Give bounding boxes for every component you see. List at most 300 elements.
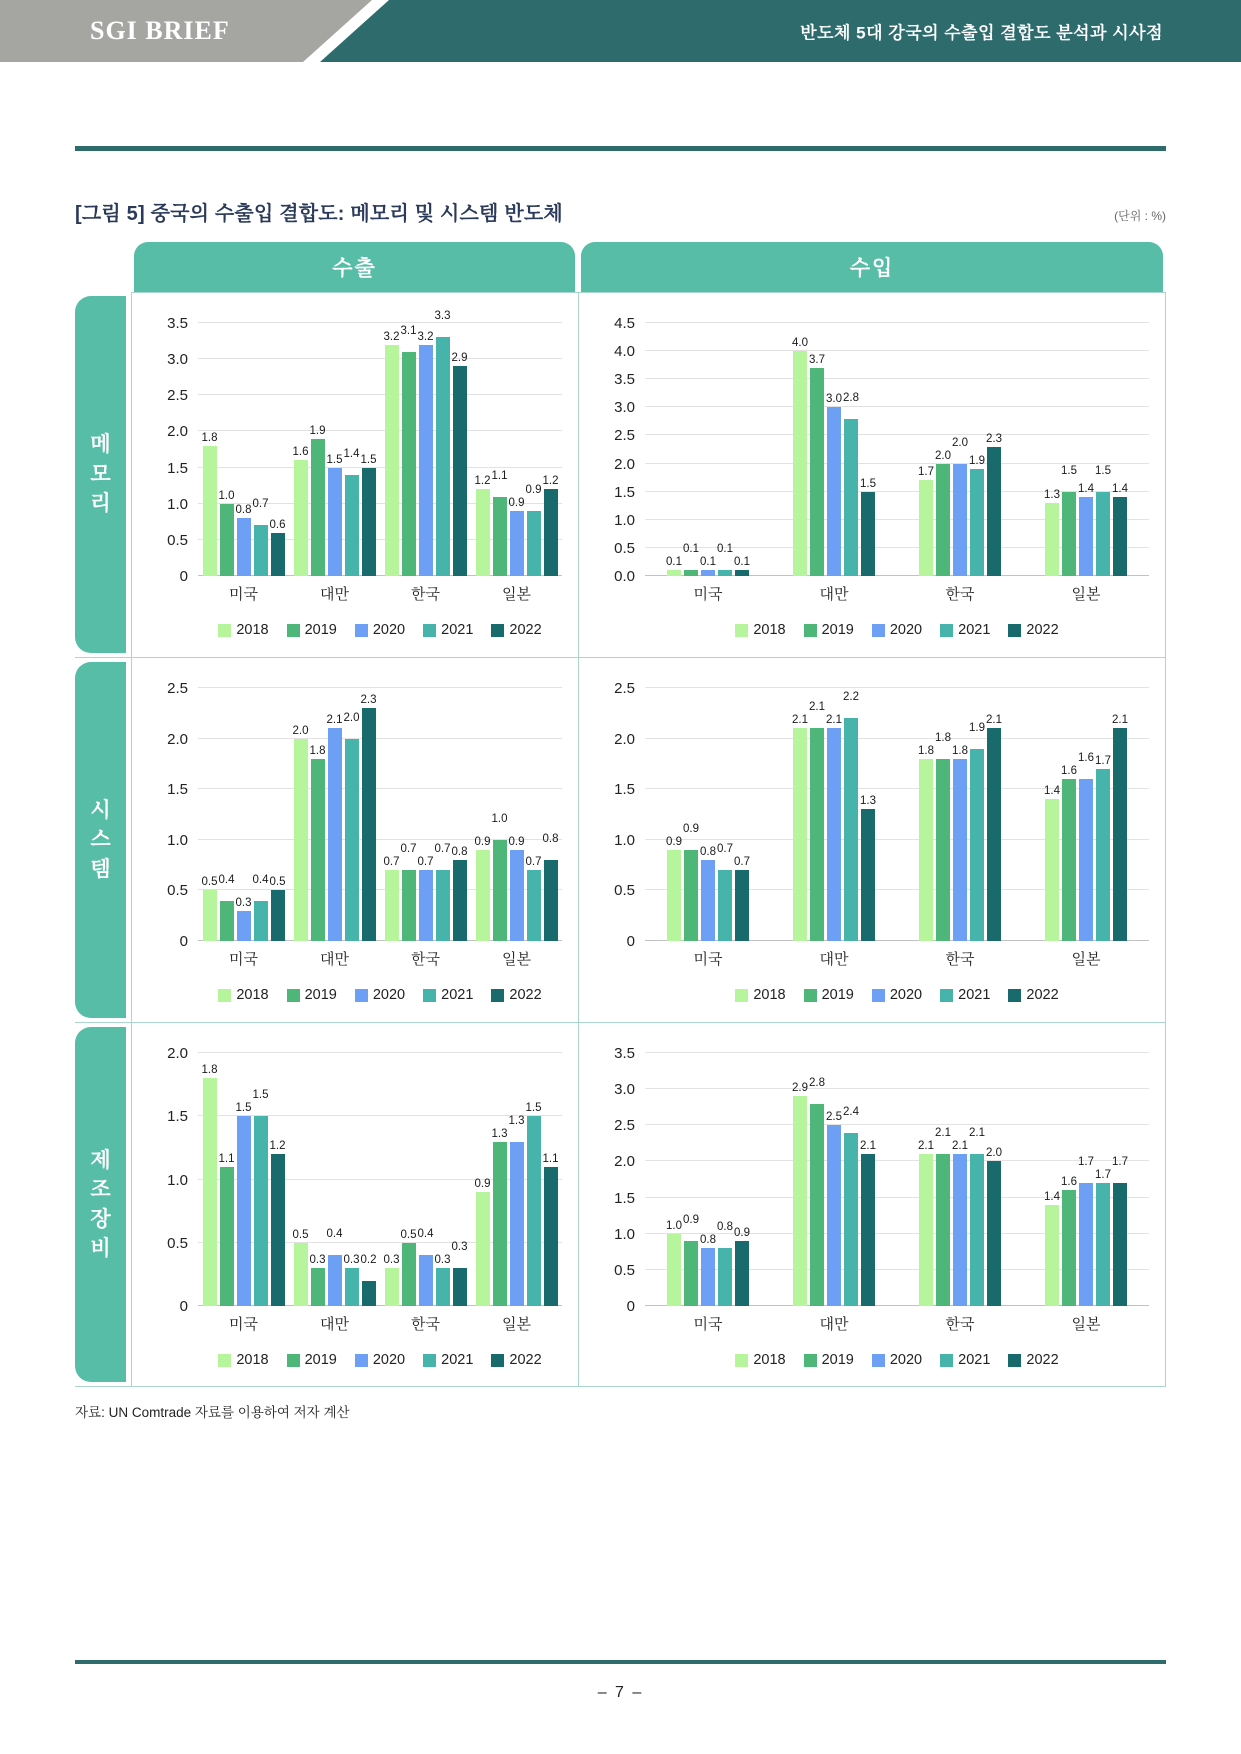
x-tick-label: 일본	[502, 586, 531, 603]
legend-item-2019	[287, 622, 337, 638]
bar-2021	[969, 721, 985, 941]
bar-2020	[326, 714, 343, 941]
x-tick-label: 일본	[502, 1316, 531, 1333]
bar-value-label: 1.5	[235, 1102, 252, 1115]
y-tick-label: 0	[179, 568, 188, 585]
x-tick-label: 일본	[502, 951, 531, 968]
legend-swatch-2018	[735, 1354, 748, 1367]
y-tick-label: 2.0	[614, 1153, 635, 1171]
bar-value-label: 0.5	[269, 876, 286, 889]
bar-2022	[451, 352, 468, 576]
bar-2020	[326, 1228, 343, 1306]
bar-2018	[292, 1228, 309, 1306]
row-header-cell-memory	[75, 292, 131, 657]
bar-2022	[360, 694, 377, 941]
bar-group-대만	[793, 323, 875, 576]
bar-2019	[1061, 1176, 1077, 1306]
bar-value-label: 0.1	[666, 556, 682, 569]
legend-item-2019	[804, 1352, 854, 1368]
bar-2018	[1044, 1190, 1060, 1306]
x-tick-label: 한국	[945, 586, 975, 603]
legend-swatch-2020	[355, 624, 368, 637]
bar-chart	[146, 310, 562, 638]
legend-label: 2018	[236, 1352, 269, 1368]
y-tick-label: 3.5	[614, 1045, 635, 1062]
bar-group-미국	[203, 323, 285, 576]
plot-area	[167, 1045, 562, 1315]
bar-2021	[343, 711, 360, 941]
bar-value-label: 0.8	[700, 846, 716, 859]
plot-area	[614, 680, 1149, 950]
bar-value-label: 0.9	[474, 835, 491, 848]
y-tick-label: 0.5	[167, 531, 188, 549]
legend-swatch-2018	[218, 624, 231, 637]
legend-swatch-2022	[491, 624, 504, 637]
bar-group-미국	[203, 688, 285, 941]
bar-chart	[593, 1045, 1149, 1368]
bar-value-label: 2.0	[935, 449, 951, 462]
bar-2020	[1078, 1156, 1094, 1306]
legend-swatch-2019	[287, 624, 300, 637]
bar-value-label: 1.3	[1044, 488, 1060, 501]
bar-groups	[198, 688, 562, 941]
bar-value-label: 1.7	[918, 466, 934, 479]
bar-2020	[952, 436, 968, 576]
legend-swatch-2020	[872, 989, 885, 1002]
legend-item-2018	[218, 987, 268, 1003]
bar-2021	[717, 1221, 733, 1306]
bar-value-label: 2.1	[792, 714, 808, 727]
bar-value-label: 2.0	[952, 436, 968, 449]
bar-2018	[292, 724, 309, 941]
x-tick-label: 일본	[1071, 1316, 1101, 1333]
legend-swatch-2018	[218, 989, 231, 1002]
x-tick-label: 한국	[411, 1316, 440, 1333]
bar-value-label: 0.7	[734, 856, 750, 869]
bar-2019	[491, 812, 508, 941]
legend-item-2022	[1008, 622, 1058, 638]
bar-value-label: 1.5	[860, 477, 876, 490]
bar-value-label: 0.4	[326, 1228, 343, 1241]
bar-2021	[969, 1127, 985, 1306]
row-header-cell-system	[75, 657, 131, 1022]
plot-area	[614, 315, 1149, 585]
bar-chart	[593, 680, 1149, 1003]
chart-memory-import	[578, 292, 1166, 657]
bar-2021	[843, 1105, 859, 1306]
bar-2018	[1044, 785, 1060, 941]
bar-2021	[969, 455, 985, 576]
bar-value-label: 2.9	[792, 1082, 808, 1095]
bar-2022	[269, 876, 286, 941]
bar-2022	[269, 1140, 286, 1306]
bar-value-label: 1.4	[343, 447, 360, 460]
bar-value-label: 0.1	[734, 556, 750, 569]
bar-2020	[508, 496, 525, 576]
bar-value-label: 1.7	[1095, 1169, 1111, 1182]
bar-2019	[935, 731, 951, 941]
bar-2020	[826, 393, 842, 576]
bar-value-label: 0.7	[383, 856, 400, 869]
bar-value-label: 0.4	[417, 1228, 434, 1241]
legend-item-2018	[735, 987, 785, 1003]
bar-2019	[1061, 765, 1077, 941]
legend-label: 2019	[304, 1352, 337, 1368]
legend-swatch-2019	[804, 624, 817, 637]
plot-area	[167, 310, 562, 585]
y-tick-label: 0	[626, 933, 635, 950]
bar-2020	[417, 330, 434, 576]
legend-item-2019	[287, 987, 337, 1003]
bar-2020	[508, 1114, 525, 1306]
bar-2018	[918, 1140, 934, 1306]
bar-value-label: 0.5	[400, 1228, 417, 1241]
bar-value-label: 0.9	[683, 822, 699, 835]
y-tick-label: 0.5	[614, 539, 635, 557]
x-tick-label: 한국	[945, 1316, 975, 1333]
bar-value-label: 3.0	[826, 393, 842, 406]
legend-item-2019	[287, 1352, 337, 1368]
bar-2019	[218, 1152, 235, 1306]
bar-group-한국	[919, 323, 1001, 576]
bar-2018	[666, 835, 682, 941]
legend-swatch-2022	[1008, 624, 1021, 637]
bar-groups	[645, 323, 1149, 576]
bar-value-label: 1.2	[542, 475, 559, 488]
bar-value-label: 0.7	[417, 856, 434, 869]
bar-value-label: 0.3	[383, 1254, 400, 1267]
legend-swatch-2019	[804, 1354, 817, 1367]
bar-2018	[918, 466, 934, 576]
y-tick-label: 4.5	[614, 315, 635, 332]
y-tick-label: 0.0	[614, 568, 635, 585]
bar-group-일본	[476, 688, 558, 941]
bar-2020	[508, 835, 525, 941]
y-tick-label: 1.0	[167, 495, 188, 513]
bar-value-label: 2.9	[451, 352, 468, 365]
bar-value-label: 1.1	[491, 469, 508, 482]
bar-value-label: 0.5	[292, 1228, 309, 1241]
y-tick-label: 4.0	[614, 343, 635, 361]
y-tick-label: 1.0	[614, 1225, 635, 1243]
legend-swatch-2021	[423, 624, 436, 637]
legend-swatch-2018	[218, 1354, 231, 1367]
legend-label: 2018	[236, 987, 269, 1003]
bar-2019	[309, 744, 326, 941]
bar-value-label: 0.9	[525, 483, 542, 496]
bar-2018	[666, 1219, 682, 1306]
bar-group-미국	[203, 1053, 285, 1306]
legend-item-2022	[491, 622, 541, 638]
bar-group-한국	[383, 310, 468, 576]
header-spacer	[75, 242, 131, 292]
bar-2018	[383, 1254, 400, 1306]
legend-label: 2020	[372, 987, 406, 1003]
bar-2021	[1095, 1169, 1111, 1306]
bar-2018	[474, 1178, 491, 1306]
y-tick-label: 3.0	[614, 1081, 635, 1099]
row-header-equipment: 제 조 장 비	[75, 1027, 126, 1382]
bar-value-label: 0.9	[666, 835, 682, 848]
bar-2021	[1095, 464, 1111, 576]
bar-2018	[792, 337, 808, 576]
bar-value-label: 1.0	[666, 1219, 682, 1232]
y-tick-label: 1.5	[614, 483, 635, 501]
bar-value-label: 1.3	[860, 795, 876, 808]
legend-item-2020	[872, 622, 922, 638]
y-tick-label: 2.0	[167, 1045, 188, 1062]
bar-value-label: 2.1	[969, 1127, 985, 1140]
legend-item-2021	[940, 987, 990, 1003]
legend-label: 2022	[1026, 622, 1059, 638]
bar-2020	[235, 896, 252, 941]
legend-swatch-2021	[940, 1354, 953, 1367]
bar-2022	[542, 833, 559, 941]
chart-legend	[198, 622, 562, 638]
bar-value-label: 2.3	[360, 694, 377, 707]
bar-2020	[417, 1228, 434, 1306]
top-divider-rule	[75, 146, 1166, 151]
bar-2021	[843, 691, 859, 941]
x-tick-label: 대만	[819, 1316, 849, 1333]
legend-label: 2022	[1026, 1352, 1059, 1368]
bar-value-label: 1.2	[269, 1140, 286, 1153]
x-axis-labels	[645, 1313, 1149, 1334]
bar-group-일본	[1045, 323, 1127, 576]
bar-value-label: 0.3	[434, 1254, 451, 1267]
x-axis-labels	[198, 1313, 562, 1334]
x-tick-label: 미국	[693, 951, 723, 968]
bar-value-label: 1.6	[1061, 1176, 1077, 1189]
bar-value-label: 0.7	[400, 843, 417, 856]
y-tick-label: 0.5	[614, 882, 635, 900]
legend-label: 2022	[509, 622, 542, 638]
legend-label: 2020	[889, 1352, 923, 1368]
bar-2020	[326, 453, 343, 576]
x-tick-label: 한국	[411, 951, 440, 968]
bar-group-일본	[476, 1053, 558, 1306]
bar-2021	[717, 543, 733, 576]
legend-label: 2021	[441, 1352, 474, 1368]
bar-2022	[451, 846, 468, 941]
x-tick-label: 미국	[229, 951, 258, 968]
bar-value-label: 0.8	[235, 504, 252, 517]
bar-group-대만	[294, 688, 376, 941]
bar-value-label: 2.0	[986, 1147, 1002, 1160]
bar-2022	[986, 432, 1002, 576]
report-title: 반도체 5대 강국의 수출입 결합도 분석과 시사점	[800, 23, 1163, 43]
bar-value-label: 2.1	[986, 714, 1002, 727]
x-tick-label: 일본	[1071, 951, 1101, 968]
bar-value-label: 1.6	[1061, 765, 1077, 778]
bar-2018	[201, 431, 218, 576]
bar-2022	[734, 856, 750, 941]
legend-item-2021	[423, 1352, 473, 1368]
legend-label: 2021	[958, 1352, 991, 1368]
bar-value-label: 0.8	[542, 833, 559, 846]
bar-group-일본	[1045, 1053, 1127, 1306]
bar-2019	[309, 1254, 326, 1306]
legend-label: 2018	[753, 622, 786, 638]
bar-value-label: 3.2	[417, 330, 434, 343]
chart-equipment-export	[131, 1022, 578, 1387]
y-tick-label: 1.5	[167, 781, 188, 799]
bar-2019	[400, 324, 417, 576]
bar-2018	[474, 835, 491, 941]
bar-value-label: 0.4	[252, 873, 269, 886]
legend-item-2022	[491, 1352, 541, 1368]
bar-group-대만	[294, 1053, 376, 1306]
bar-value-label: 0.8	[700, 1234, 716, 1247]
x-axis-labels	[198, 948, 562, 969]
bar-2019	[309, 424, 326, 576]
x-tick-label: 한국	[945, 951, 975, 968]
bar-group-한국	[919, 688, 1001, 941]
bar-group-일본	[1045, 688, 1127, 941]
bar-value-label: 1.5	[1061, 464, 1077, 477]
bar-value-label: 1.4	[1112, 483, 1128, 496]
legend-swatch-2021	[423, 1354, 436, 1367]
bar-value-label: 0.7	[717, 843, 733, 856]
bar-value-label: 2.1	[952, 1140, 968, 1153]
bar-value-label: 1.7	[1112, 1156, 1128, 1169]
bar-group-일본	[476, 323, 558, 576]
bar-2018	[918, 744, 934, 941]
bar-value-label: 1.6	[292, 446, 309, 459]
bar-value-label: 1.1	[218, 1152, 235, 1165]
bar-value-label: 3.1	[400, 324, 417, 337]
bar-value-label: 1.9	[309, 424, 326, 437]
x-axis-labels	[198, 583, 562, 604]
legend-swatch-2020	[872, 624, 885, 637]
bar-value-label: 1.5	[360, 453, 377, 466]
bar-value-label: 1.0	[491, 812, 508, 825]
legend-item-2019	[804, 622, 854, 638]
bar-2021	[525, 1102, 542, 1306]
x-tick-label: 미국	[229, 1316, 258, 1333]
y-tick-label: 1.5	[614, 781, 635, 799]
y-tick-label: 2.5	[167, 387, 188, 405]
legend-item-2020	[872, 987, 922, 1003]
bar-2022	[734, 556, 750, 576]
bar-value-label: 0.1	[717, 543, 733, 556]
bar-value-label: 2.0	[343, 711, 360, 724]
y-tick-label: 0.5	[614, 1261, 635, 1279]
y-tick-label: 2.5	[614, 680, 635, 697]
legend-item-2018	[218, 622, 268, 638]
x-tick-label: 일본	[1071, 586, 1101, 603]
bar-2022	[860, 477, 876, 576]
bar-2018	[383, 856, 400, 941]
row-header-memory: 메 모 리	[75, 296, 126, 653]
chart-system-import	[578, 657, 1166, 1022]
x-tick-label: 대만	[320, 586, 349, 603]
bar-value-label: 1.0	[218, 489, 235, 502]
bar-2019	[809, 353, 825, 576]
bar-2019	[400, 1228, 417, 1306]
bar-value-label: 1.1	[542, 1152, 559, 1165]
page-number: – 7 –	[597, 1684, 644, 1701]
bar-2021	[434, 1254, 451, 1306]
bar-2020	[952, 744, 968, 941]
bar-2019	[809, 1076, 825, 1306]
legend-swatch-2022	[491, 989, 504, 1002]
legend-swatch-2018	[735, 989, 748, 1002]
bar-group-한국	[919, 1053, 1001, 1306]
y-tick-label: 0.5	[167, 882, 188, 900]
legend-label: 2020	[889, 987, 923, 1003]
legend-item-2018	[218, 1352, 268, 1368]
bar-value-label: 1.5	[326, 453, 343, 466]
bar-2022	[451, 1241, 468, 1306]
bar-value-label: 2.1	[809, 701, 825, 714]
plot-area	[614, 1045, 1149, 1315]
legend-label: 2019	[821, 1352, 854, 1368]
bar-group-대만	[793, 1053, 875, 1306]
bar-value-label: 1.5	[525, 1102, 542, 1115]
chart-legend	[198, 987, 562, 1003]
bar-value-label: 3.3	[434, 310, 451, 323]
y-tick-label: 1.5	[167, 1108, 188, 1126]
bar-value-label: 1.4	[1078, 483, 1094, 496]
y-tick-label: 0	[626, 1298, 635, 1315]
bar-2020	[235, 504, 252, 576]
chart-legend	[645, 1352, 1149, 1368]
legend-item-2019	[804, 987, 854, 1003]
y-tick-label: 2.0	[614, 730, 635, 748]
chart-legend	[645, 622, 1149, 638]
bar-value-label: 0.5	[201, 876, 218, 889]
legend-label: 2021	[441, 987, 474, 1003]
bar-value-label: 0.8	[451, 846, 468, 859]
bar-2021	[252, 498, 269, 576]
bar-2020	[952, 1140, 968, 1306]
bar-2018	[383, 330, 400, 576]
bar-value-label: 1.8	[935, 731, 951, 744]
page-header	[0, 0, 1241, 62]
bar-2019	[400, 843, 417, 941]
chart-equipment-import	[578, 1022, 1166, 1387]
bar-chart	[593, 315, 1149, 638]
legend-swatch-2021	[940, 989, 953, 1002]
bar-value-label: 2.1	[860, 1140, 876, 1153]
y-tick-label: 3.0	[614, 399, 635, 417]
legend-swatch-2019	[287, 1354, 300, 1367]
bar-2019	[683, 822, 699, 941]
legend-item-2021	[423, 622, 473, 638]
bar-value-label: 2.1	[918, 1140, 934, 1153]
x-tick-label: 한국	[411, 586, 440, 603]
bar-2021	[525, 856, 542, 941]
plot-area	[167, 680, 562, 950]
y-tick-label: 1.0	[167, 1171, 188, 1189]
bar-value-label: 0.1	[700, 556, 716, 569]
bar-value-label: 1.4	[1044, 1190, 1060, 1203]
bar-2022	[360, 1253, 377, 1306]
bar-2021	[717, 843, 733, 941]
bar-2018	[1044, 488, 1060, 576]
bar-chart	[146, 680, 562, 1003]
bar-value-label: 1.8	[309, 744, 326, 757]
legend-label: 2020	[889, 622, 923, 638]
bar-value-label: 2.2	[843, 691, 859, 704]
bar-value-label: 0.1	[683, 543, 699, 556]
x-axis-labels	[645, 948, 1149, 969]
legend-label: 2021	[441, 622, 474, 638]
bar-2022	[542, 1152, 559, 1306]
bar-group-미국	[667, 1053, 749, 1306]
x-tick-label: 대만	[819, 586, 849, 603]
